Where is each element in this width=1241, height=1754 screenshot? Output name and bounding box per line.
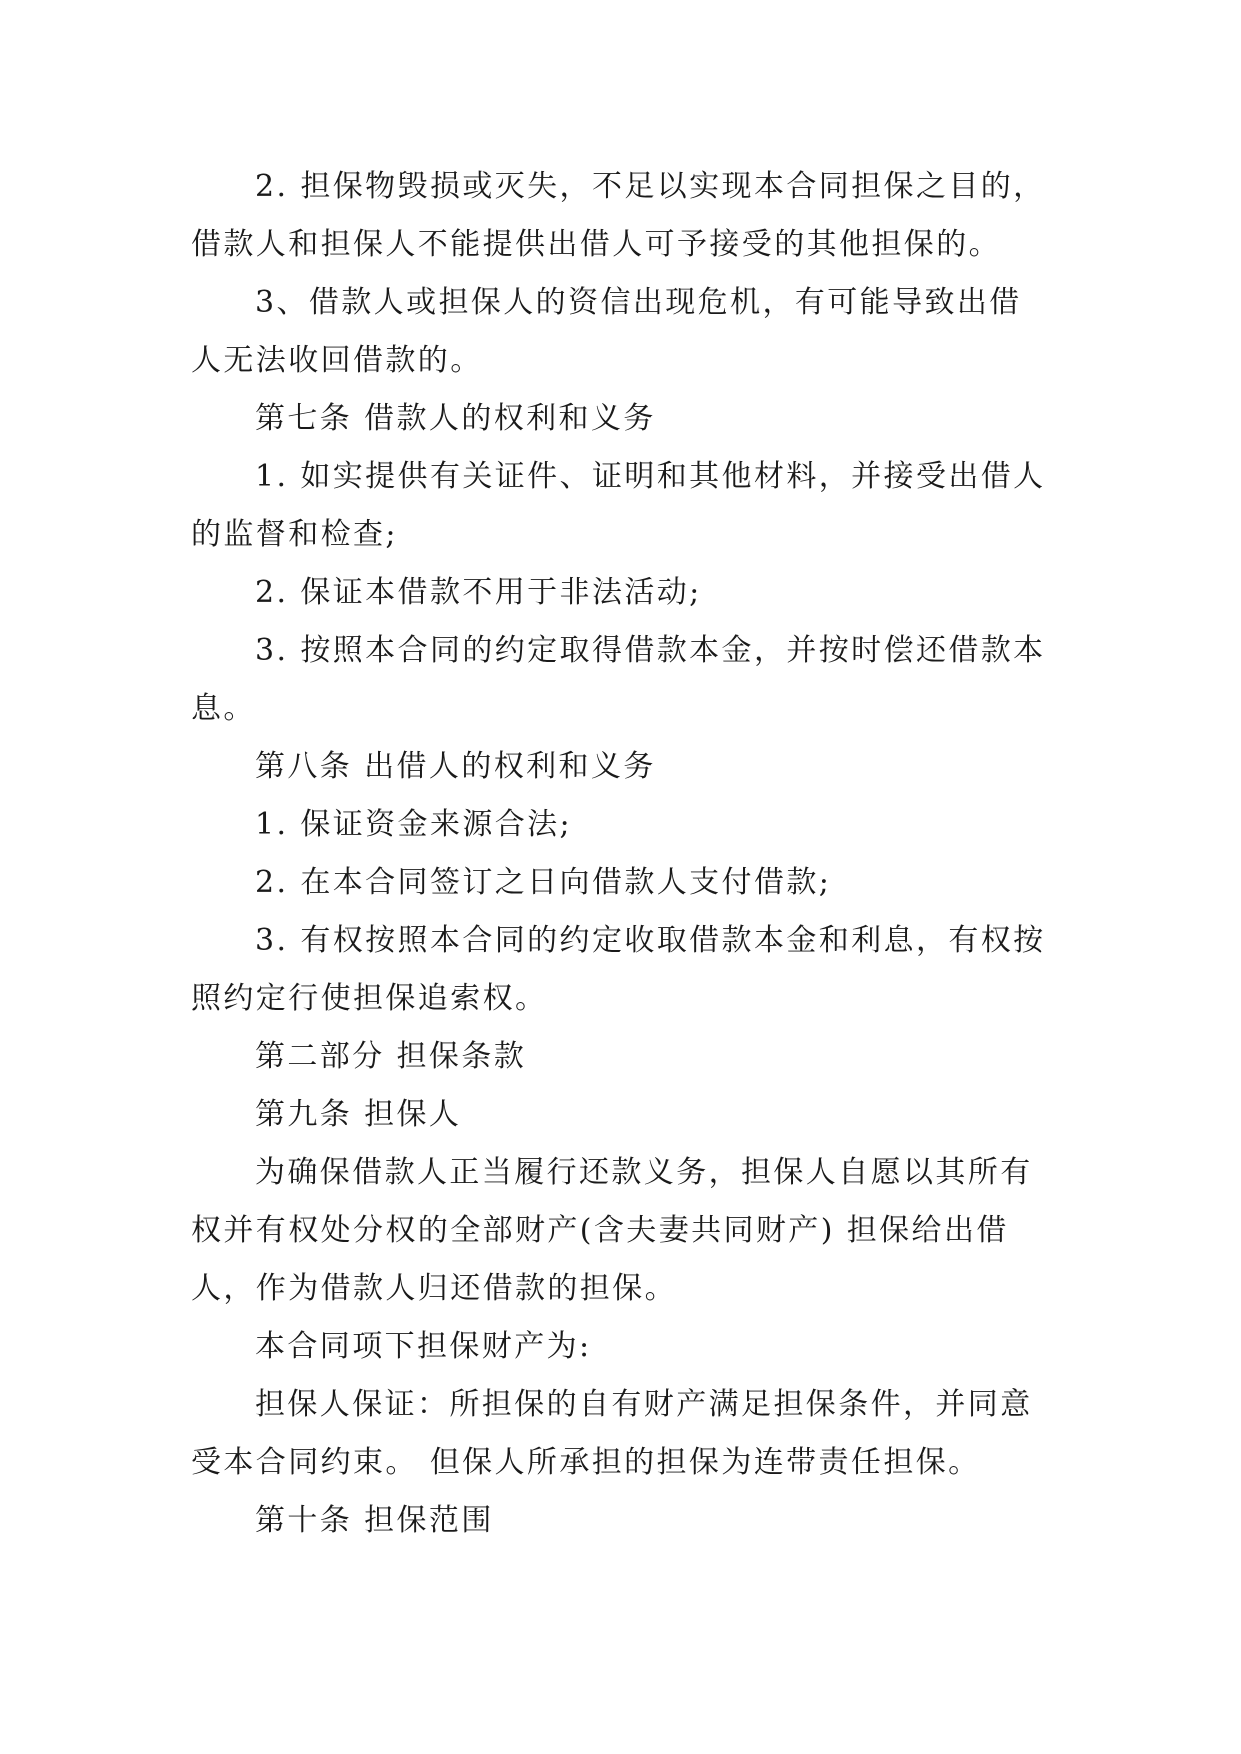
- paragraph-article-8-item-3: 3. 有权按照本合同的约定收取借款本金和利息，有权按照约定行使担保追索权。: [191, 923, 1046, 1016]
- paragraph-article-7-item-1: 1. 如实提供有关证件、证明和其他材料，并接受出借人的监督和检查;: [191, 459, 1046, 552]
- heading-article-9: 第九条 担保人: [255, 1097, 462, 1132]
- paragraph-guarantee-property: 本合同项下担保财产为:: [255, 1329, 592, 1364]
- heading-article-7: 第七条 借款人的权利和义务: [255, 401, 656, 436]
- document-body: [191, 158, 1051, 1550]
- paragraph-article-7-item-3: 3. 按照本合同的约定取得借款本金，并按时偿还借款本息。: [191, 633, 1046, 726]
- heading-part-2: 第二部分 担保条款: [255, 1039, 527, 1074]
- heading-article-10: 第十条 担保范围: [255, 1503, 494, 1538]
- paragraph-clause-6-item-3: 3、借款人或担保人的资信出现危机，有可能导致出借人无法收回借款的。: [191, 285, 1022, 378]
- paragraph-article-8-item-2: 2. 在本合同签订之日向借款人支付借款;: [255, 865, 832, 900]
- paragraph-article-9-body: 为确保借款人正当履行还款义务，担保人自愿以其所有权并有权处分权的全部财产(含夫妻共同财产) 担保给出借人，作为借款人归还借款的担保。: [191, 1155, 1033, 1306]
- paragraph-article-7-item-2: 2. 保证本借款不用于非法活动;: [255, 575, 702, 610]
- paragraph-clause-6-item-2: 2. 担保物毁损或灭失，不足以实现本合同担保之目的，借款人和担保人不能提供出借人可予接受的其他担保的。: [191, 169, 1046, 262]
- heading-article-8: 第八条 出借人的权利和义务: [255, 749, 656, 784]
- paragraph-guarantor-promise: 担保人保证：所担保的自有财产满足担保条件，并同意受本合同约束。 但保人所承担的担保为连带责任担保。: [191, 1387, 1033, 1480]
- paragraph-article-8-item-1: 1. 保证资金来源合法;: [255, 807, 573, 842]
